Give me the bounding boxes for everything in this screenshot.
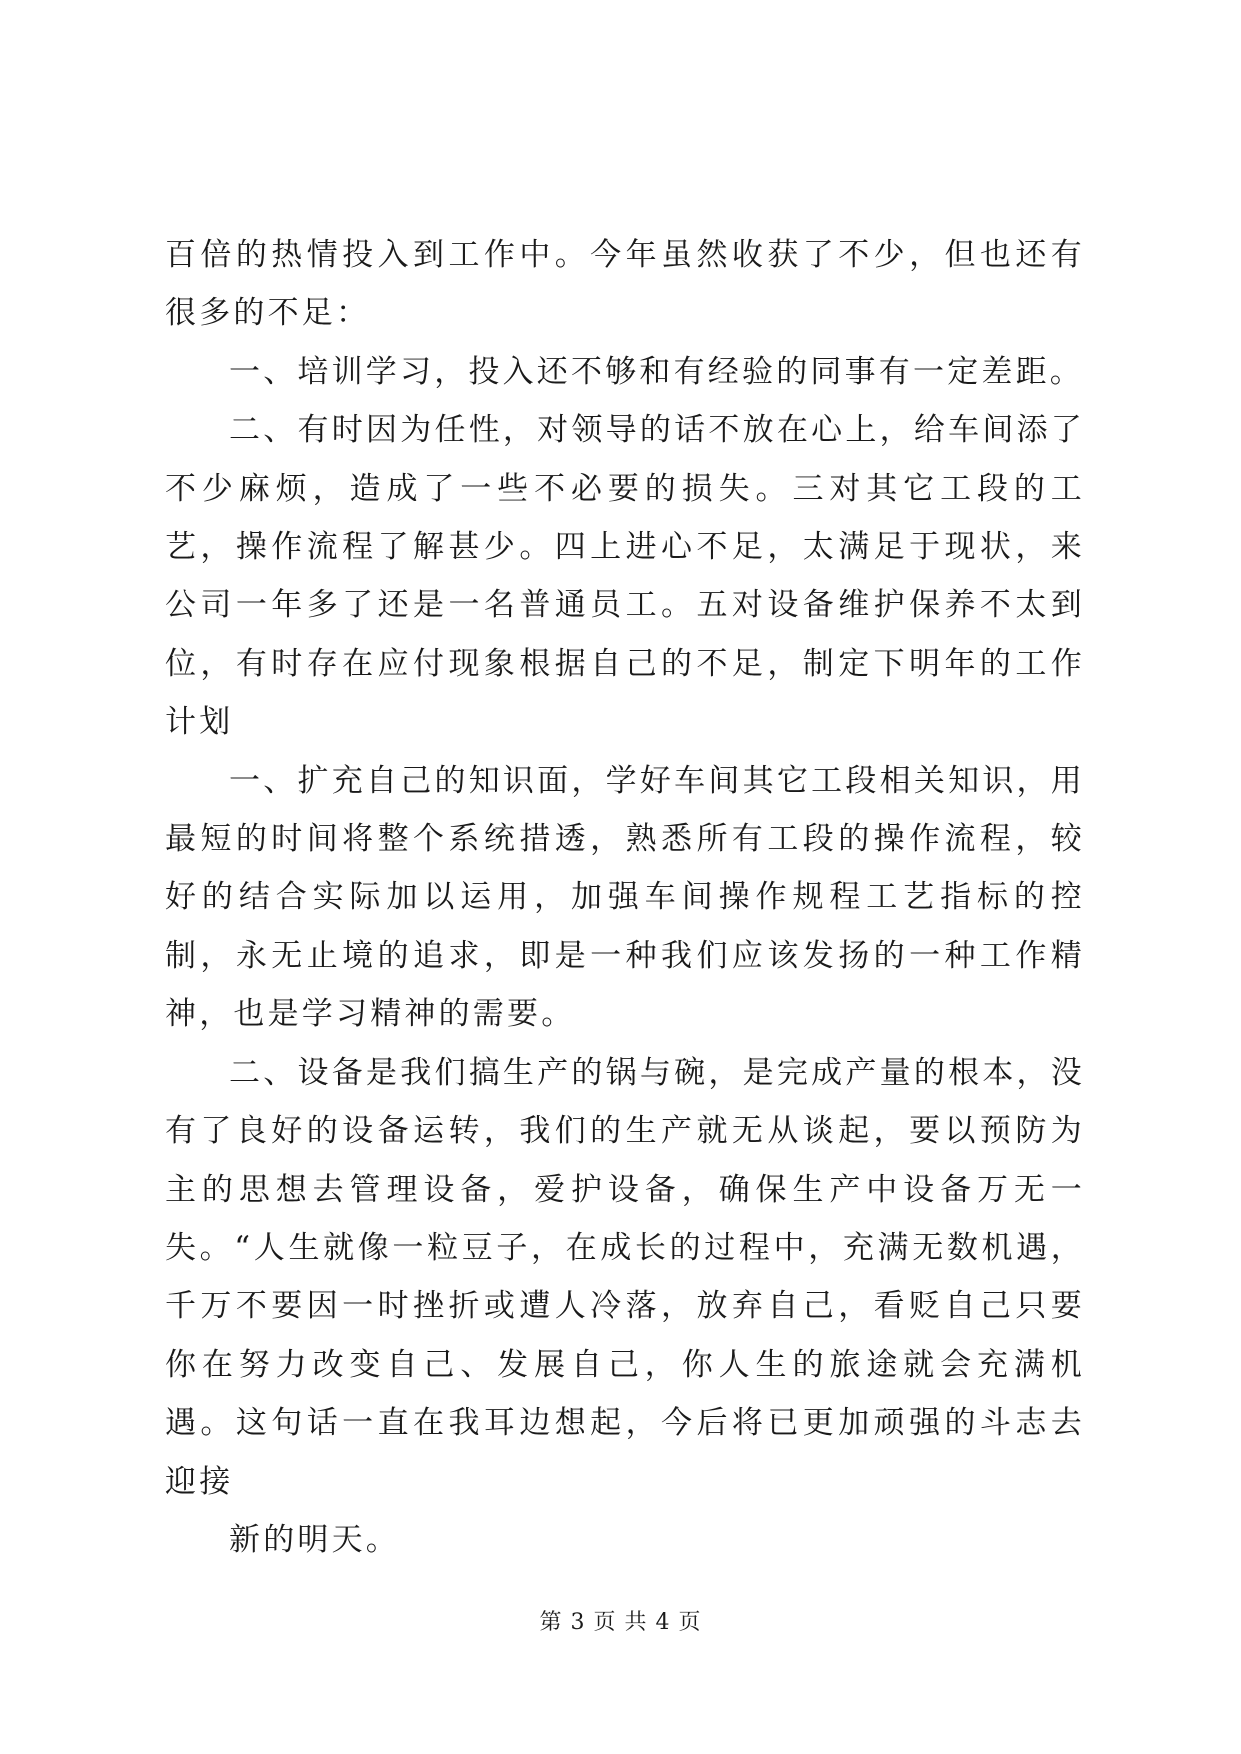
paragraph-closing: 新的明天。 (229, 1521, 400, 1558)
paragraph-continuation: 百倍的热情投入到工作中。今年虽然收获了不少，但也还有很多的不足： (165, 237, 1085, 332)
page-number-footer: 第 3 页 共 4 页 (539, 1610, 702, 1635)
paragraph-shortcomings-list: 二、有时因为任性，对领导的话不放在心上，给车间添了不少麻烦，造成了一些不必要的损失。三对其它工段的工艺，操作流程了解甚少。四上进心不足，太满足于现状，来公司一年多了还是一名普通员工。五对设备维护保养不太到位，有时存在应付现象根据自己的不足，制定下明年的工作计划 (165, 412, 1085, 741)
paragraph-training-shortfall: 一、培训学习，投入还不够和有经验的同事有一定差距。 (229, 353, 1084, 390)
paragraph-plan-knowledge: 一、扩充自己的知识面，学好车间其它工段相关知识，用最短的时间将整个系统措透，熟悉所有工段的操作流程，较好的结合实际加以运用，加强车间操作规程工艺指标的控制，永无止境的追求，即是一种我们应该发扬的一种工作精神，也是学习精神的需要。 (165, 762, 1085, 1033)
paragraph-plan-equipment: 二、设备是我们搞生产的锅与碗，是完成产量的根本，没有了良好的设备运转，我们的生产就无从谈起，要以预防为主的思想去管理设备，爱护设备，确保生产中设备万无一失。“人生就像一粒豆子，在成长的过程中，充满无数机遇，千万不要因一时挫折或遭人冷落，放弃自己，看贬自己只要你在努力改变自己、发展自己，你人生的旅途就会充满机遇。这句话一直在我耳边想起，今后将已更加顽强的斗志去迎接 (165, 1054, 1085, 1500)
document-body (165, 226, 1085, 1569)
